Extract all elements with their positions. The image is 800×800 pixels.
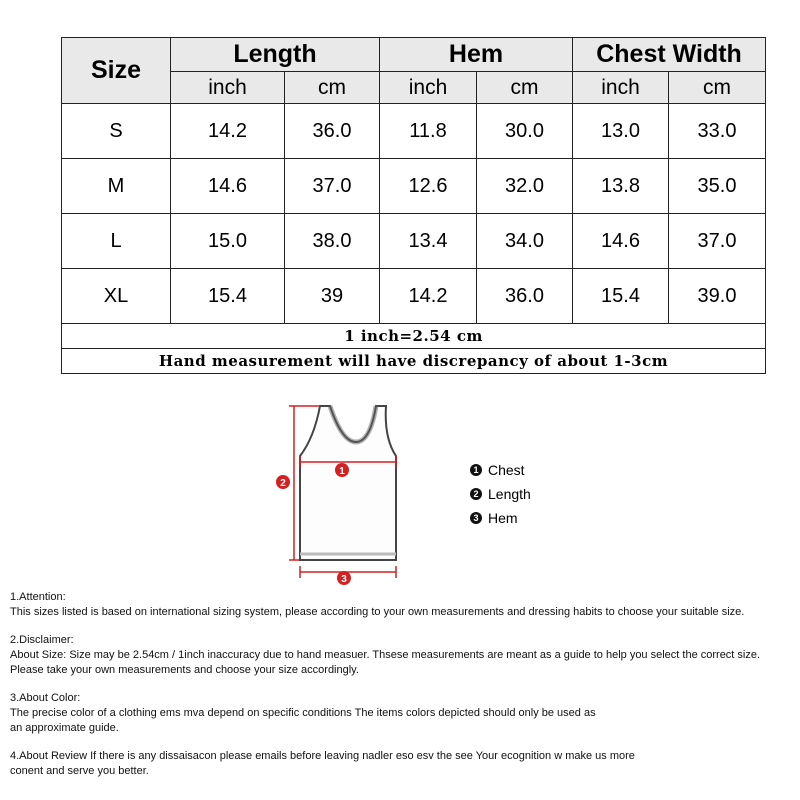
unit-header: inch	[573, 72, 669, 104]
unit-header: inch	[171, 72, 285, 104]
value-cell: 38.0	[285, 214, 380, 269]
value-cell: 14.2	[380, 269, 477, 324]
unit-header: inch	[380, 72, 477, 104]
table-row	[62, 159, 766, 214]
note-title: 2.Disclaimer:	[10, 634, 74, 646]
note-line: conent and serve you better.	[10, 765, 149, 777]
legend-label: Length	[488, 486, 531, 502]
size-header: Size	[62, 38, 171, 104]
marker-hem-label: 3	[341, 574, 347, 585]
note-line: About Size: Size may be 2.54cm / 1inch inaccuracy due to hand measuer. Thsese measurements are meant as a guide to help you select the correct size.	[10, 649, 761, 661]
tank-top-outline-icon	[300, 406, 396, 560]
value-cell: 39.0	[669, 269, 766, 324]
value-cell: 14.6	[171, 159, 285, 214]
legend-item-length	[470, 482, 531, 506]
marker-chest-label: 1	[339, 466, 345, 477]
value-cell: 37.0	[669, 214, 766, 269]
value-cell: 13.8	[573, 159, 669, 214]
value-cell: 11.8	[380, 104, 477, 159]
tank-top-diagram	[272, 398, 412, 588]
number-3-icon: 3	[470, 512, 482, 524]
value-cell: 12.6	[380, 159, 477, 214]
note-line: The precise color of a clothing ems mva depend on specific conditions The items colors depicted should only be used as	[10, 707, 596, 719]
note-line: an approximate guide.	[10, 722, 119, 734]
value-cell: 30.0	[477, 104, 573, 159]
size-cell: XL	[62, 269, 171, 324]
note-disclaimer	[10, 633, 800, 678]
marker-hem	[337, 571, 351, 585]
table-row	[62, 269, 766, 324]
note-line: 4.About Review If there is any dissaisacon please emails before leaving nadler eso esv the see Your ecognition w make us more	[10, 750, 635, 762]
legend-item-chest	[470, 458, 531, 482]
value-cell: 35.0	[669, 159, 766, 214]
value-cell: 39	[285, 269, 380, 324]
value-cell: 15.4	[573, 269, 669, 324]
value-cell: 33.0	[669, 104, 766, 159]
size-chart-table	[61, 37, 766, 374]
value-cell: 32.0	[477, 159, 573, 214]
table-row	[62, 214, 766, 269]
value-cell: 37.0	[285, 159, 380, 214]
note-attention	[10, 590, 800, 620]
header-row	[62, 38, 766, 72]
note-review	[10, 749, 800, 779]
legend-label: Hem	[488, 510, 518, 526]
discrepancy-note-row	[62, 349, 766, 374]
chest-width-header: Chest Width	[573, 38, 766, 72]
tank-top-illustration	[272, 398, 412, 588]
unit-header: cm	[669, 72, 766, 104]
conversion-note: 1 inch=2.54 cm	[62, 324, 766, 349]
value-cell: 34.0	[477, 214, 573, 269]
value-cell: 15.0	[171, 214, 285, 269]
marker-length-label: 2	[280, 478, 286, 489]
length-header: Length	[171, 38, 380, 72]
hem-header: Hem	[380, 38, 573, 72]
discrepancy-note: Hand measurement will have discrepancy of about 1-3cm	[62, 349, 766, 374]
size-cell: L	[62, 214, 171, 269]
value-cell: 15.4	[171, 269, 285, 324]
number-2-icon: 2	[470, 488, 482, 500]
note-color	[10, 691, 800, 736]
value-cell: 36.0	[285, 104, 380, 159]
unit-header: cm	[285, 72, 380, 104]
note-title: 1.Attention:	[10, 591, 66, 603]
unit-header: cm	[477, 72, 573, 104]
marker-chest	[335, 463, 349, 477]
value-cell: 36.0	[477, 269, 573, 324]
size-cell: S	[62, 104, 171, 159]
size-cell: M	[62, 159, 171, 214]
table-row	[62, 104, 766, 159]
note-line: Please take your own measurements and choose your size accordingly.	[10, 664, 359, 676]
notes-section	[10, 590, 800, 792]
legend-item-hem	[470, 506, 531, 530]
note-title: 3.About Color:	[10, 692, 81, 704]
value-cell: 13.4	[380, 214, 477, 269]
number-1-icon: 1	[470, 464, 482, 476]
value-cell: 14.2	[171, 104, 285, 159]
marker-length	[276, 475, 290, 489]
legend-label: Chest	[488, 462, 525, 478]
measurement-legend	[470, 458, 531, 530]
value-cell: 13.0	[573, 104, 669, 159]
conversion-note-row	[62, 324, 766, 349]
note-line: This sizes listed is based on international sizing system, please according to your own measurements and dressing habits to choose your suitable size.	[10, 606, 745, 618]
value-cell: 14.6	[573, 214, 669, 269]
